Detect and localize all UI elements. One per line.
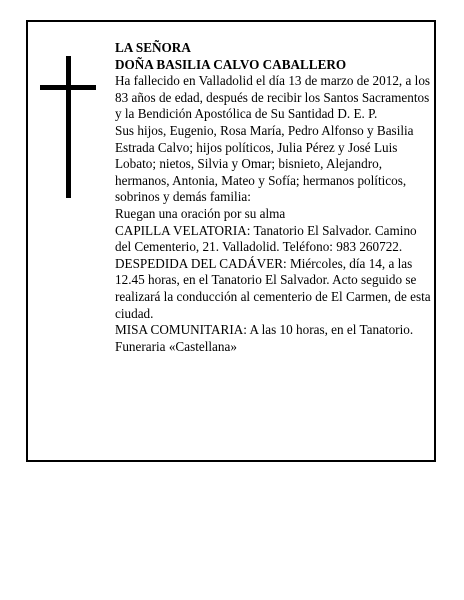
farewell-info: DESPEDIDA DEL CADÁVER: Miércoles, día 14, a las 12.45 horas, en el Tanatorio El Salvador. Acto seguido se realizará la conducción al cementerio de El Carmen, de esta ciudad.: [115, 255, 431, 321]
notice-text: [115, 40, 435, 355]
funeral-home: Funeraria «Castellana»: [115, 338, 237, 354]
obituary-notice: [26, 20, 436, 462]
death-announcement: Ha fallecido en Valladolid el día 13 de marzo de 2012, a los 83 años de edad, después de recibir los Santos Sacramentos y la Bendición Apostólica de Su Santidad D. E. P.: [115, 73, 431, 122]
deceased-name: DOÑA BASILIA CALVO CABALLERO: [115, 56, 347, 72]
mass-info: MISA COMUNITARIA: A las 10 horas, en el Tanatorio.: [115, 322, 414, 338]
cross-icon: [40, 56, 96, 198]
cross-vertical-bar: [66, 56, 71, 198]
cross-horizontal-bar: [40, 85, 96, 90]
chapel-info: CAPILLA VELATORIA: Tanatorio El Salvador. Camino del Cementerio, 21. Valladolid. Teléfono: 983 260722.: [115, 222, 417, 255]
notice-title: LA SEÑORA: [115, 40, 191, 55]
family-list: Sus hijos, Eugenio, Rosa María, Pedro Alfonso y Basilia Estrada Calvo; hijos políticos, Julia Pérez y José Luis Lobato; nietos, Silvia y Omar; bisnieto, Alejandro, hermanos, Antonia, Mateo y Sofía; hermanos políticos, sobrinos y demás familia:: [115, 122, 414, 205]
prayer-request: Ruegan una oración por su alma: [115, 205, 286, 221]
